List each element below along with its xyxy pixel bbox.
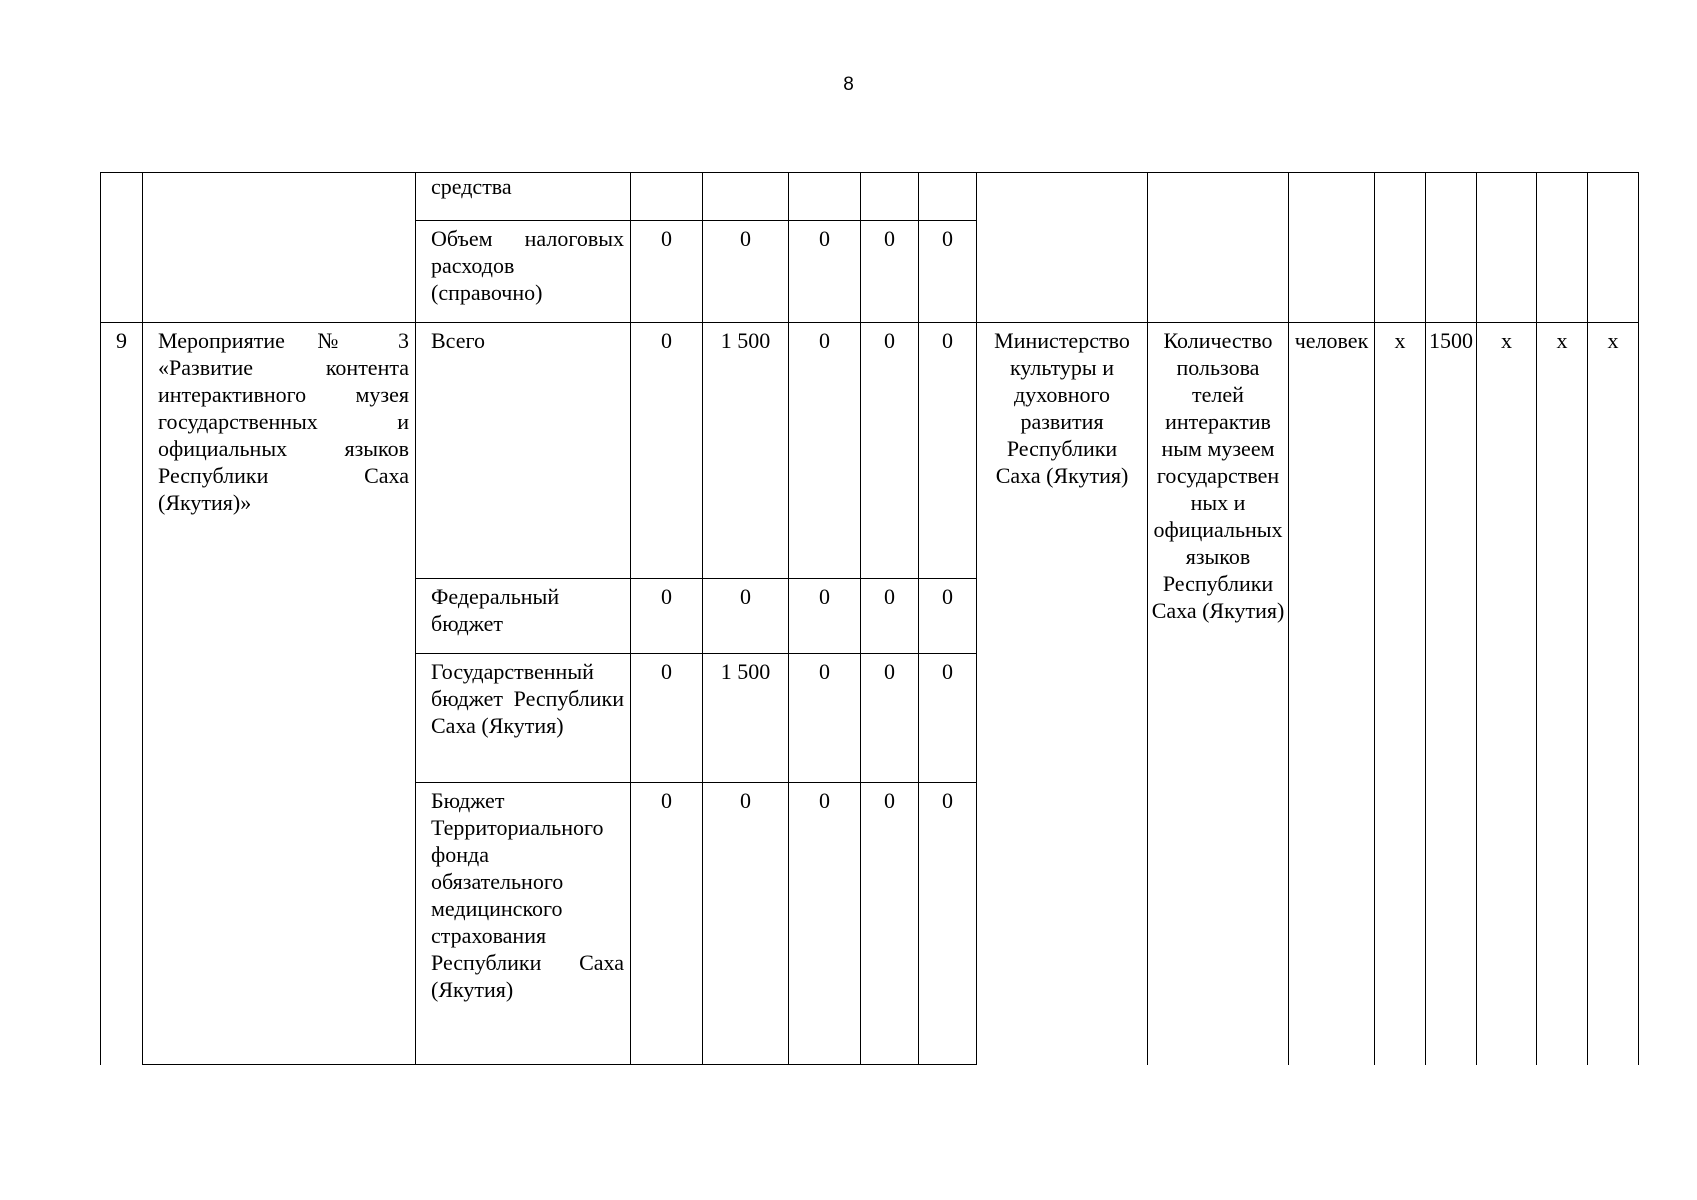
funding-value: 0 <box>789 654 861 783</box>
funding-value: 0 <box>919 579 977 654</box>
event-title-cell: Мероприятие № 3 «Развитие контента интерактивного музея государственных и официальных языков Республики Саха (Якутия)» <box>143 323 416 1065</box>
continued-value-cell <box>919 173 977 221</box>
funding-value: 0 <box>703 579 789 654</box>
program-table <box>100 172 1639 1065</box>
funding-value: 0 <box>919 783 977 1065</box>
continued-ind-value-cell <box>1426 173 1477 323</box>
continued-indicator-cell <box>1148 173 1289 323</box>
continued-ind-value-cell <box>1537 173 1588 323</box>
continued-value-cell <box>789 173 861 221</box>
continued-executor-cell <box>977 173 1148 323</box>
indicator-value: x <box>1537 323 1588 1065</box>
continued-number-cell <box>101 173 143 323</box>
tax-expenses-label: Объем налоговых расходов (справочно) <box>416 221 631 323</box>
funding-value: 0 <box>919 323 977 579</box>
funding-value: 0 <box>631 323 703 579</box>
tax-value: 0 <box>861 221 919 323</box>
funding-value: 0 <box>861 579 919 654</box>
unit-cell: человек <box>1289 323 1375 1065</box>
funding-value: 0 <box>789 323 861 579</box>
continued-source-label: средства <box>416 173 631 221</box>
tax-value: 0 <box>789 221 861 323</box>
funding-value: 0 <box>631 654 703 783</box>
funding-value: 0 <box>789 783 861 1065</box>
funding-value: 0 <box>919 654 977 783</box>
continued-source-row <box>101 173 1639 221</box>
indicator-value: x <box>1477 323 1537 1065</box>
row-number-cell: 9 <box>101 323 143 1065</box>
continued-value-cell <box>703 173 789 221</box>
funding-value: 0 <box>631 783 703 1065</box>
funding-value: 0 <box>861 323 919 579</box>
continued-unit-cell <box>1289 173 1375 323</box>
indicator-cell: Количество пользова телей интерактив ным музеем государствен ных и официальных языков Республики Саха (Якутия) <box>1148 323 1289 1065</box>
indicator-value: 1500 <box>1426 323 1477 1065</box>
indicator-value: x <box>1375 323 1426 1065</box>
executor-cell: Министерство культуры и духовного развития Республики Саха (Якутия) <box>977 323 1148 1065</box>
funding-value: 0 <box>631 579 703 654</box>
indicator-value: x <box>1588 323 1639 1065</box>
funding-label: Федеральный бюджет <box>416 579 631 654</box>
funding-value: 0 <box>861 783 919 1065</box>
funding-value: 1 500 <box>703 323 789 579</box>
page-number: 8 <box>843 74 854 95</box>
funding-label: Бюджет Территориального фонда обязательного медицинского страхования Республики Саха (Якутия) <box>416 783 631 1065</box>
tax-value: 0 <box>919 221 977 323</box>
funding-value: 1 500 <box>703 654 789 783</box>
continued-event-cell <box>143 173 416 323</box>
continued-ind-value-cell <box>1375 173 1426 323</box>
continued-ind-value-cell <box>1588 173 1639 323</box>
continued-value-cell <box>631 173 703 221</box>
funding-label: Государственный бюджет Республики Саха (Якутия) <box>416 654 631 783</box>
tax-value: 0 <box>631 221 703 323</box>
funding-label: Всего <box>416 323 631 579</box>
funding-value: 0 <box>703 783 789 1065</box>
funding-value: 0 <box>789 579 861 654</box>
funding-row-total <box>101 323 1639 579</box>
funding-value: 0 <box>861 654 919 783</box>
continued-ind-value-cell <box>1477 173 1537 323</box>
tax-value: 0 <box>703 221 789 323</box>
continued-value-cell <box>861 173 919 221</box>
